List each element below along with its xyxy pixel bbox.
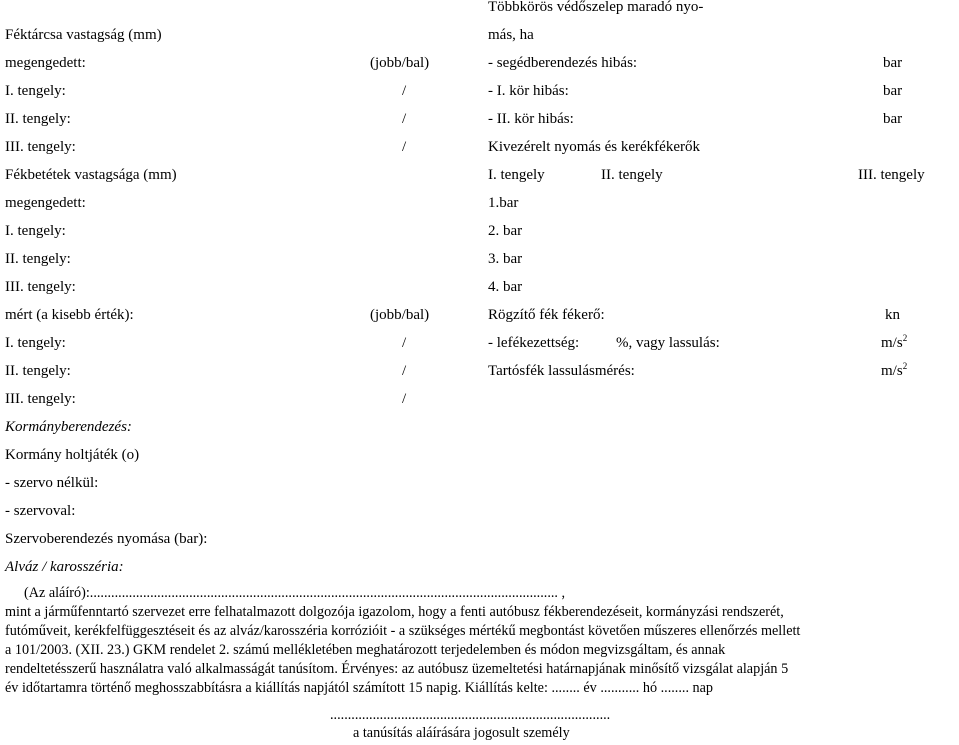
bar-row-3: 3. bar [488,251,523,267]
column-tengely-1: I. tengely [488,167,545,183]
alairo-line: (Az aláíró):.................................................................................................................................... , [24,585,566,601]
jobb-bal-label: (jobb/bal) [370,307,430,323]
segedberendezes-label: - segédberendezés hibás: [488,55,638,71]
slash: / [402,391,407,407]
szervoval-label: - szervoval: [5,503,76,519]
statement-line-2: futóműveit, kerékfelfüggesztéseit és az alváz/karosszéria korrózióit - a szükséges mértékű megbontást követően műszeres ellenőrzés mellett [5,623,801,639]
tobbkoros-heading-cont: más, ha [488,27,534,43]
tartosfek-label: Tartósfék lassulásmérés: [488,363,635,379]
ms-unit-text: m/s [881,335,903,351]
vagy-lassulas-label: %, vagy lassulás: [616,335,720,351]
alvaz-heading: Alváz / karosszéria: [5,559,124,575]
slash: / [402,83,407,99]
rogzito-fek-label: Rögzítő fék fékerő: [488,307,605,323]
signature-dots: ............................................................................... [330,707,611,723]
bar-unit: bar [883,55,903,71]
tengely-3-label: III. tengely: [5,391,76,407]
fektarcsa-heading: Féktárcsa vastagság (mm) [5,27,162,43]
jobb-bal-label: (jobb/bal) [370,55,430,71]
bar-unit: bar [883,111,903,127]
tengely-2-label: II. tengely: [5,251,71,267]
column-tengely-3: III. tengely [858,167,925,183]
tengely-2-label: II. tengely: [5,111,71,127]
ms-unit [881,362,907,380]
fekbetetek-heading: Fékbetétek vastagsága (mm) [5,167,177,183]
bar-unit: bar [883,83,903,99]
slash: / [402,363,407,379]
tengely-3-label: III. tengely: [5,279,76,295]
tengely-1-label: I. tengely: [5,223,66,239]
megengedett-label: megengedett: [5,195,86,211]
szervo-nelkul-label: - szervo nélkül: [5,475,99,491]
kor-2-label: - II. kör hibás: [488,111,574,127]
mert-label: mért (a kisebb érték): [5,307,134,323]
column-tengely-2: II. tengely [601,167,663,183]
bar-row-4: 4. bar [488,279,523,295]
tengely-1-label: I. tengely: [5,83,66,99]
ms-unit [881,334,907,352]
kormanyberendezes-heading: Kormányberendezés: [5,419,132,435]
tobbkoros-heading: Többkörös védőszelep maradó nyo- [488,0,704,15]
slash: / [402,139,407,155]
kormany-holtjatek-label: Kormány holtjáték (o) [5,447,140,463]
megengedett-label: megengedett: [5,55,86,71]
slash: / [402,111,407,127]
tengely-1-label: I. tengely: [5,335,66,351]
slash: / [402,335,407,351]
statement-line-3: a 101/2003. (XII. 23.) GKM rendelet 2. számú mellékletében meghatározott terjedelemben és módon megvizsgáltam, és annak [5,642,726,658]
kivezerelt-heading: Kivezérelt nyomás és kerékfékerők [488,139,700,155]
statement-line-5: év időtartamra történő meghosszabbításra a kiállítás napjától számított 15 napig. Kiállítás kelte: ........ év ........... hó ........ nap [5,680,714,696]
statement-line-1: mint a járműfenntartó szervezet erre felhatalmazott dolgozója igazolom, hogy a fenti autóbusz fékberendezéseit, kormányzási rendszerét, [5,604,784,620]
ms-unit-text: m/s [881,363,903,379]
kn-unit: kn [885,307,900,323]
lefekezettseg-label: - lefékezettség: [488,335,580,351]
bar-row-2: 2. bar [488,223,523,239]
statement-line-4: rendeltetésszerű használatra való alkalmasságát tanúsítom. Érvényes: az autóbusz üzemeltetési határnapjának minősítő vizsgálat alapján 5 [5,661,789,677]
szervo-nyomas-label: Szervoberendezés nyomása (bar): [5,531,208,547]
tengely-3-label: III. tengely: [5,139,76,155]
ms-exponent: 2 [902,333,908,343]
signature-caption: a tanúsítás aláírására jogosult személy [353,725,570,741]
kor-1-label: - I. kör hibás: [488,83,569,99]
tengely-2-label: II. tengely: [5,363,71,379]
ms-exponent: 2 [902,361,908,371]
bar-row-1: 1.bar [488,195,519,211]
